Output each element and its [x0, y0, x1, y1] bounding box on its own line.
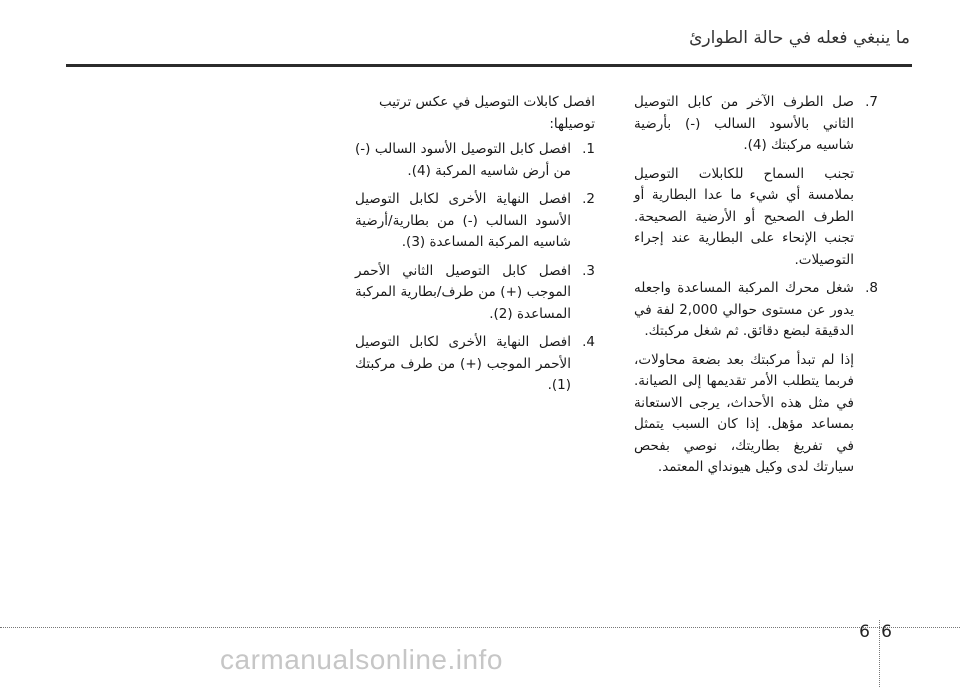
item-text: صل الطرف الآخر من كابل التوصيل الثاني بالأسود السالب (-) بأرضية شاسيه مركبتك (4). — [634, 94, 854, 153]
item-text: افصل كابل التوصيل الثاني الأحمر الموجب (+) من طرف/بطارية المركبة المساعدة (2). — [355, 262, 571, 322]
watermark: carmanualsonline.info — [220, 644, 503, 675]
item-text: افصل كابل التوصيل الأسود السالب (-) من أرض شاسيه المركبة (4). — [355, 141, 571, 179]
item-number — [854, 350, 878, 479]
list-item — [355, 189, 595, 254]
page-number: 6 — [859, 622, 870, 642]
item-number: 3. — [582, 262, 595, 279]
list-item — [355, 139, 595, 182]
list-item — [355, 261, 595, 326]
item-text: تجنب السماح للكابلات التوصيل بملامسة أي شيء ما عدا البطارية أو الطرف الصحيح أو الأرضية الصحيحة. تجنب الإنحاء على البطارية عند إجراء التوصيلات. — [634, 165, 854, 268]
list-item — [634, 92, 878, 157]
page-number-separator — [879, 620, 880, 687]
chapter-number: 6 — [881, 622, 892, 642]
section-intro: افصل كابلات التوصيل في عكس ترتيب توصيلها: — [378, 94, 595, 132]
list-item — [634, 350, 878, 479]
item-number: 1. — [582, 141, 595, 157]
item-number: 2. — [582, 191, 595, 207]
list-item — [355, 332, 595, 397]
page-header-title: ما ينبغي فعله في حالة الطوارئ — [689, 28, 910, 48]
list-item — [634, 164, 878, 272]
item-number: 8. — [865, 280, 878, 296]
item-number: 7. — [865, 94, 878, 110]
item-text: إذا لم تبدأ مركبتك بعد بضعة محاولات، فربما يتطلب الأمر تقديمها إلى الصيانة. في مثل هذه الأحداث، يرجى الاستعانة بمساعد مؤهل. إذا كان السبب يتمثل في تفريغ بطاريتك، نوصي بفحص سيارتك لدى وكيل هيونداي المعتمد. — [634, 351, 854, 475]
item-text: شغل محرك المركبة المساعدة واجعله يدور عن مستوى حوالي 2,000 لفة في الدقيقة لبضع دقائق. ثم شغل مركبتك. — [634, 280, 854, 339]
header-rule — [66, 64, 912, 67]
item-number — [854, 164, 878, 272]
right-column — [634, 92, 878, 486]
item-text: افصل النهاية الأخرى لكابل التوصيل الأسود السالب (-) من بطارية/أرضية شاسيه المركبة المساعدة (3). — [355, 191, 571, 250]
left-column — [355, 92, 595, 404]
item-text: افصل النهاية الأخرى لكابل التوصيل الأحمر الموجب (+) من طرف مركبتك (1). — [355, 334, 571, 393]
item-number: 4. — [582, 334, 595, 350]
footer-rule — [0, 627, 960, 628]
list-item — [634, 278, 878, 343]
